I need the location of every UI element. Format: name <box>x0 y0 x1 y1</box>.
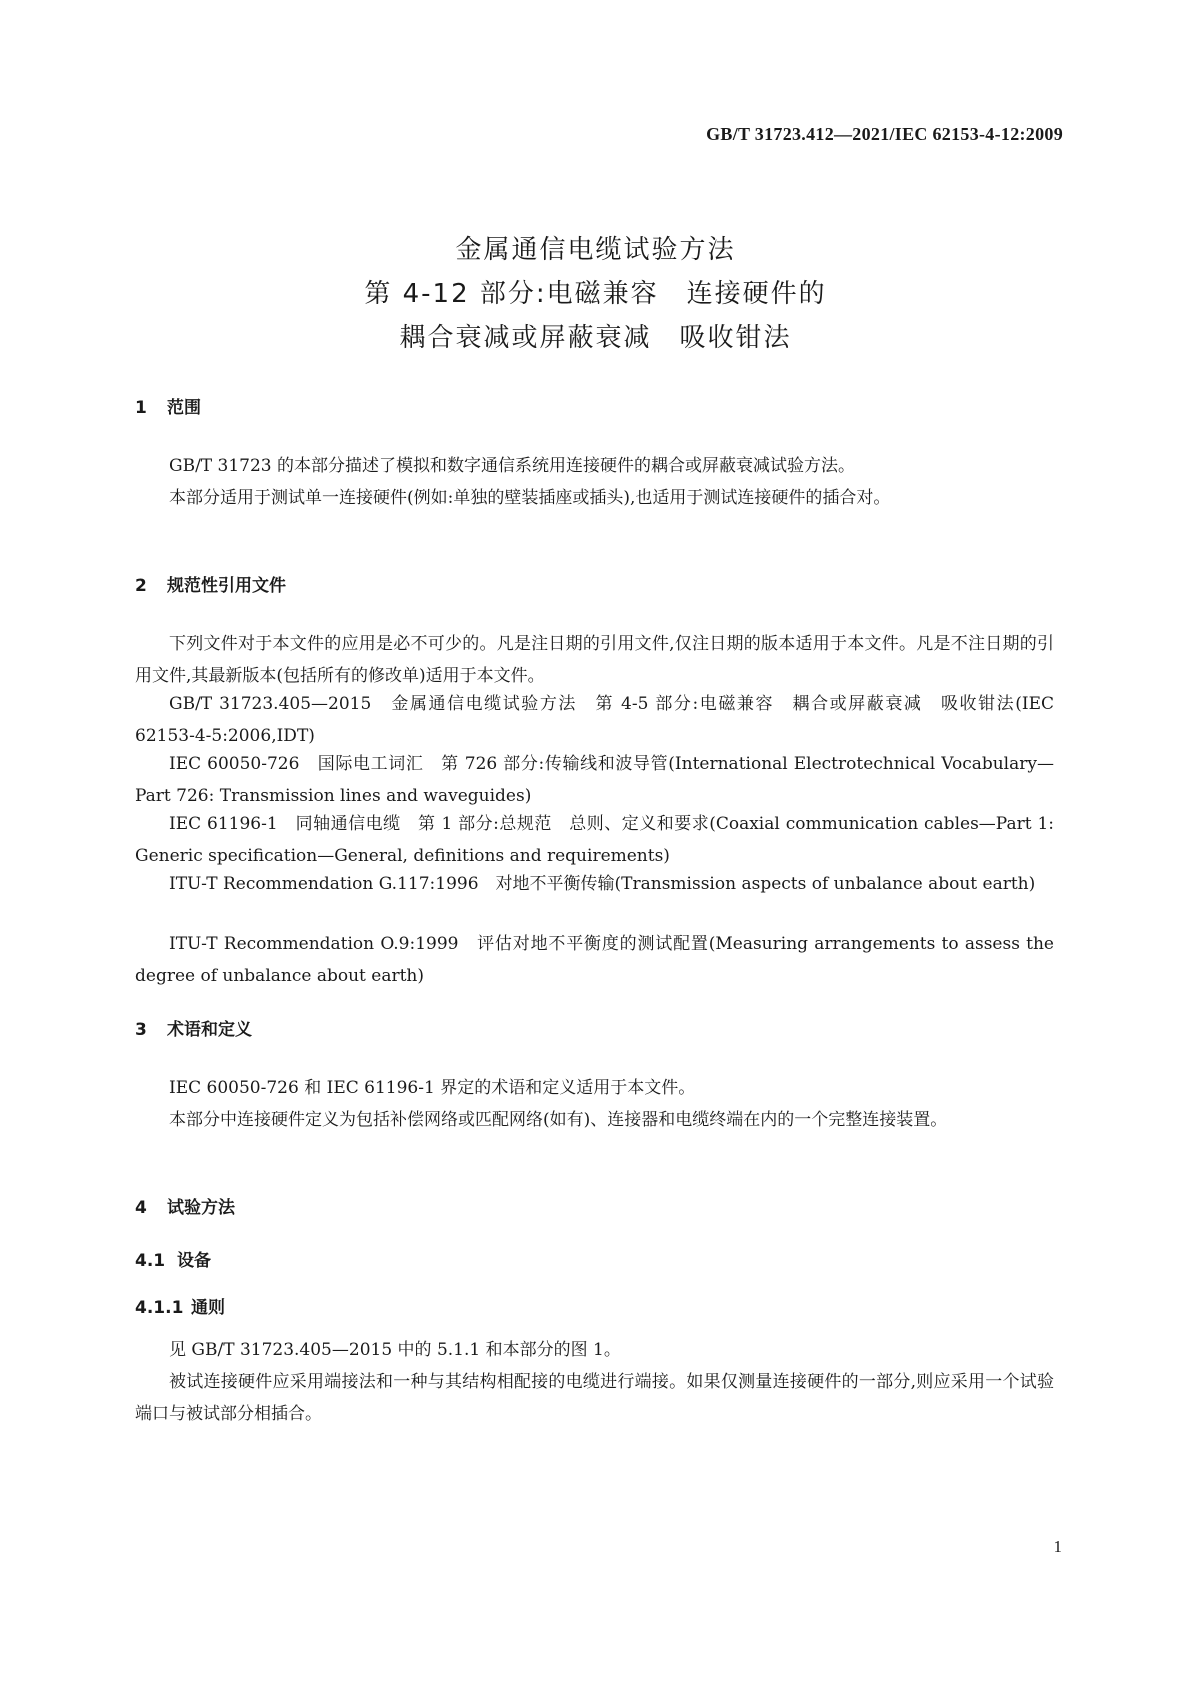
section-number: 2 <box>135 576 147 596</box>
section-4-heading <box>135 1200 235 1217</box>
section-title: 规范性引用文件 <box>167 576 286 596</box>
section-2-heading <box>135 578 286 595</box>
section-title: 术语和定义 <box>167 1020 252 1040</box>
section-number: 1 <box>135 398 147 418</box>
section-4-1-1-heading <box>135 1300 225 1317</box>
title-line-1: 金属通信电缆试验方法 <box>455 235 736 265</box>
paragraph: 下列文件对于本文件的应用是必不可少的。凡是注日期的引用文件,仅注日期的版本适用于本文件。凡是不注日期的引用文件,其最新版本(包括所有的修改单)适用于本文件。 <box>135 634 1054 686</box>
reference-item: ITU-T Recommendation G.117:1996 对地不平衡传输(Transmission aspects of unbalance about earth) <box>169 874 1036 894</box>
section-title: 设备 <box>177 1251 211 1271</box>
title-line-3: 耦合衰减或屏蔽衰减 吸收钳法 <box>399 323 792 353</box>
section-1-heading <box>135 400 201 417</box>
section-number: 3 <box>135 1020 147 1040</box>
reference-item: IEC 61196-1 同轴通信电缆 第 1 部分:总规范 总则、定义和要求(Coaxial communication cables—Part 1: Generic specification—General, definitions and requirements) <box>135 814 1054 866</box>
reference-item: ITU-T Recommendation O.9:1999 评估对地不平衡度的测试配置(Measuring arrangements to assess the degree of unbalance about earth) <box>135 934 1054 986</box>
section-4-1-heading <box>135 1253 211 1270</box>
section-number: 4 <box>135 1198 147 1218</box>
paragraph: 本部分适用于测试单一连接硬件(例如:单独的壁装插座或插头),也适用于测试连接硬件的插合对。 <box>169 488 891 508</box>
section-title: 范围 <box>167 398 201 418</box>
paragraph: IEC 60050-726 和 IEC 61196-1 界定的术语和定义适用于本文件。 <box>169 1078 696 1098</box>
paragraph: 见 GB/T 31723.405—2015 中的 5.1.1 和本部分的图 1。 <box>169 1340 621 1360</box>
section-number: 4.1.1 <box>135 1298 184 1318</box>
reference-item: IEC 60050-726 国际电工词汇 第 726 部分:传输线和波导管(International Electrotechnical Vocabulary—Part 726: Transmission lines and waveguides) <box>135 754 1054 806</box>
paragraph: GB/T 31723 的本部分描述了模拟和数字通信系统用连接硬件的耦合或屏蔽衰减试验方法。 <box>169 456 856 476</box>
paragraph: 被试连接硬件应采用端接法和一种与其结构相配接的电缆进行端接。如果仅测量连接硬件的一部分,则应采用一个试验端口与被试部分相插合。 <box>135 1372 1054 1424</box>
standard-code: GB/T 31723.412—2021/IEC 62153-4-12:2009 <box>706 124 1063 144</box>
reference-item: GB/T 31723.405—2015 金属通信电缆试验方法 第 4-5 部分:电磁兼容 耦合或屏蔽衰减 吸收钳法(IEC 62153-4-5:2006,IDT) <box>135 694 1054 746</box>
section-title: 试验方法 <box>167 1198 235 1218</box>
title-line-2: 第 4-12 部分:电磁兼容 连接硬件的 <box>364 279 827 309</box>
section-title: 通则 <box>191 1298 225 1318</box>
section-3-heading <box>135 1022 252 1039</box>
section-number: 4.1 <box>135 1251 166 1271</box>
page-number: 1 <box>1053 1537 1062 1556</box>
paragraph: 本部分中连接硬件定义为包括补偿网络或匹配网络(如有)、连接器和电缆终端在内的一个完整连接装置。 <box>169 1110 948 1130</box>
